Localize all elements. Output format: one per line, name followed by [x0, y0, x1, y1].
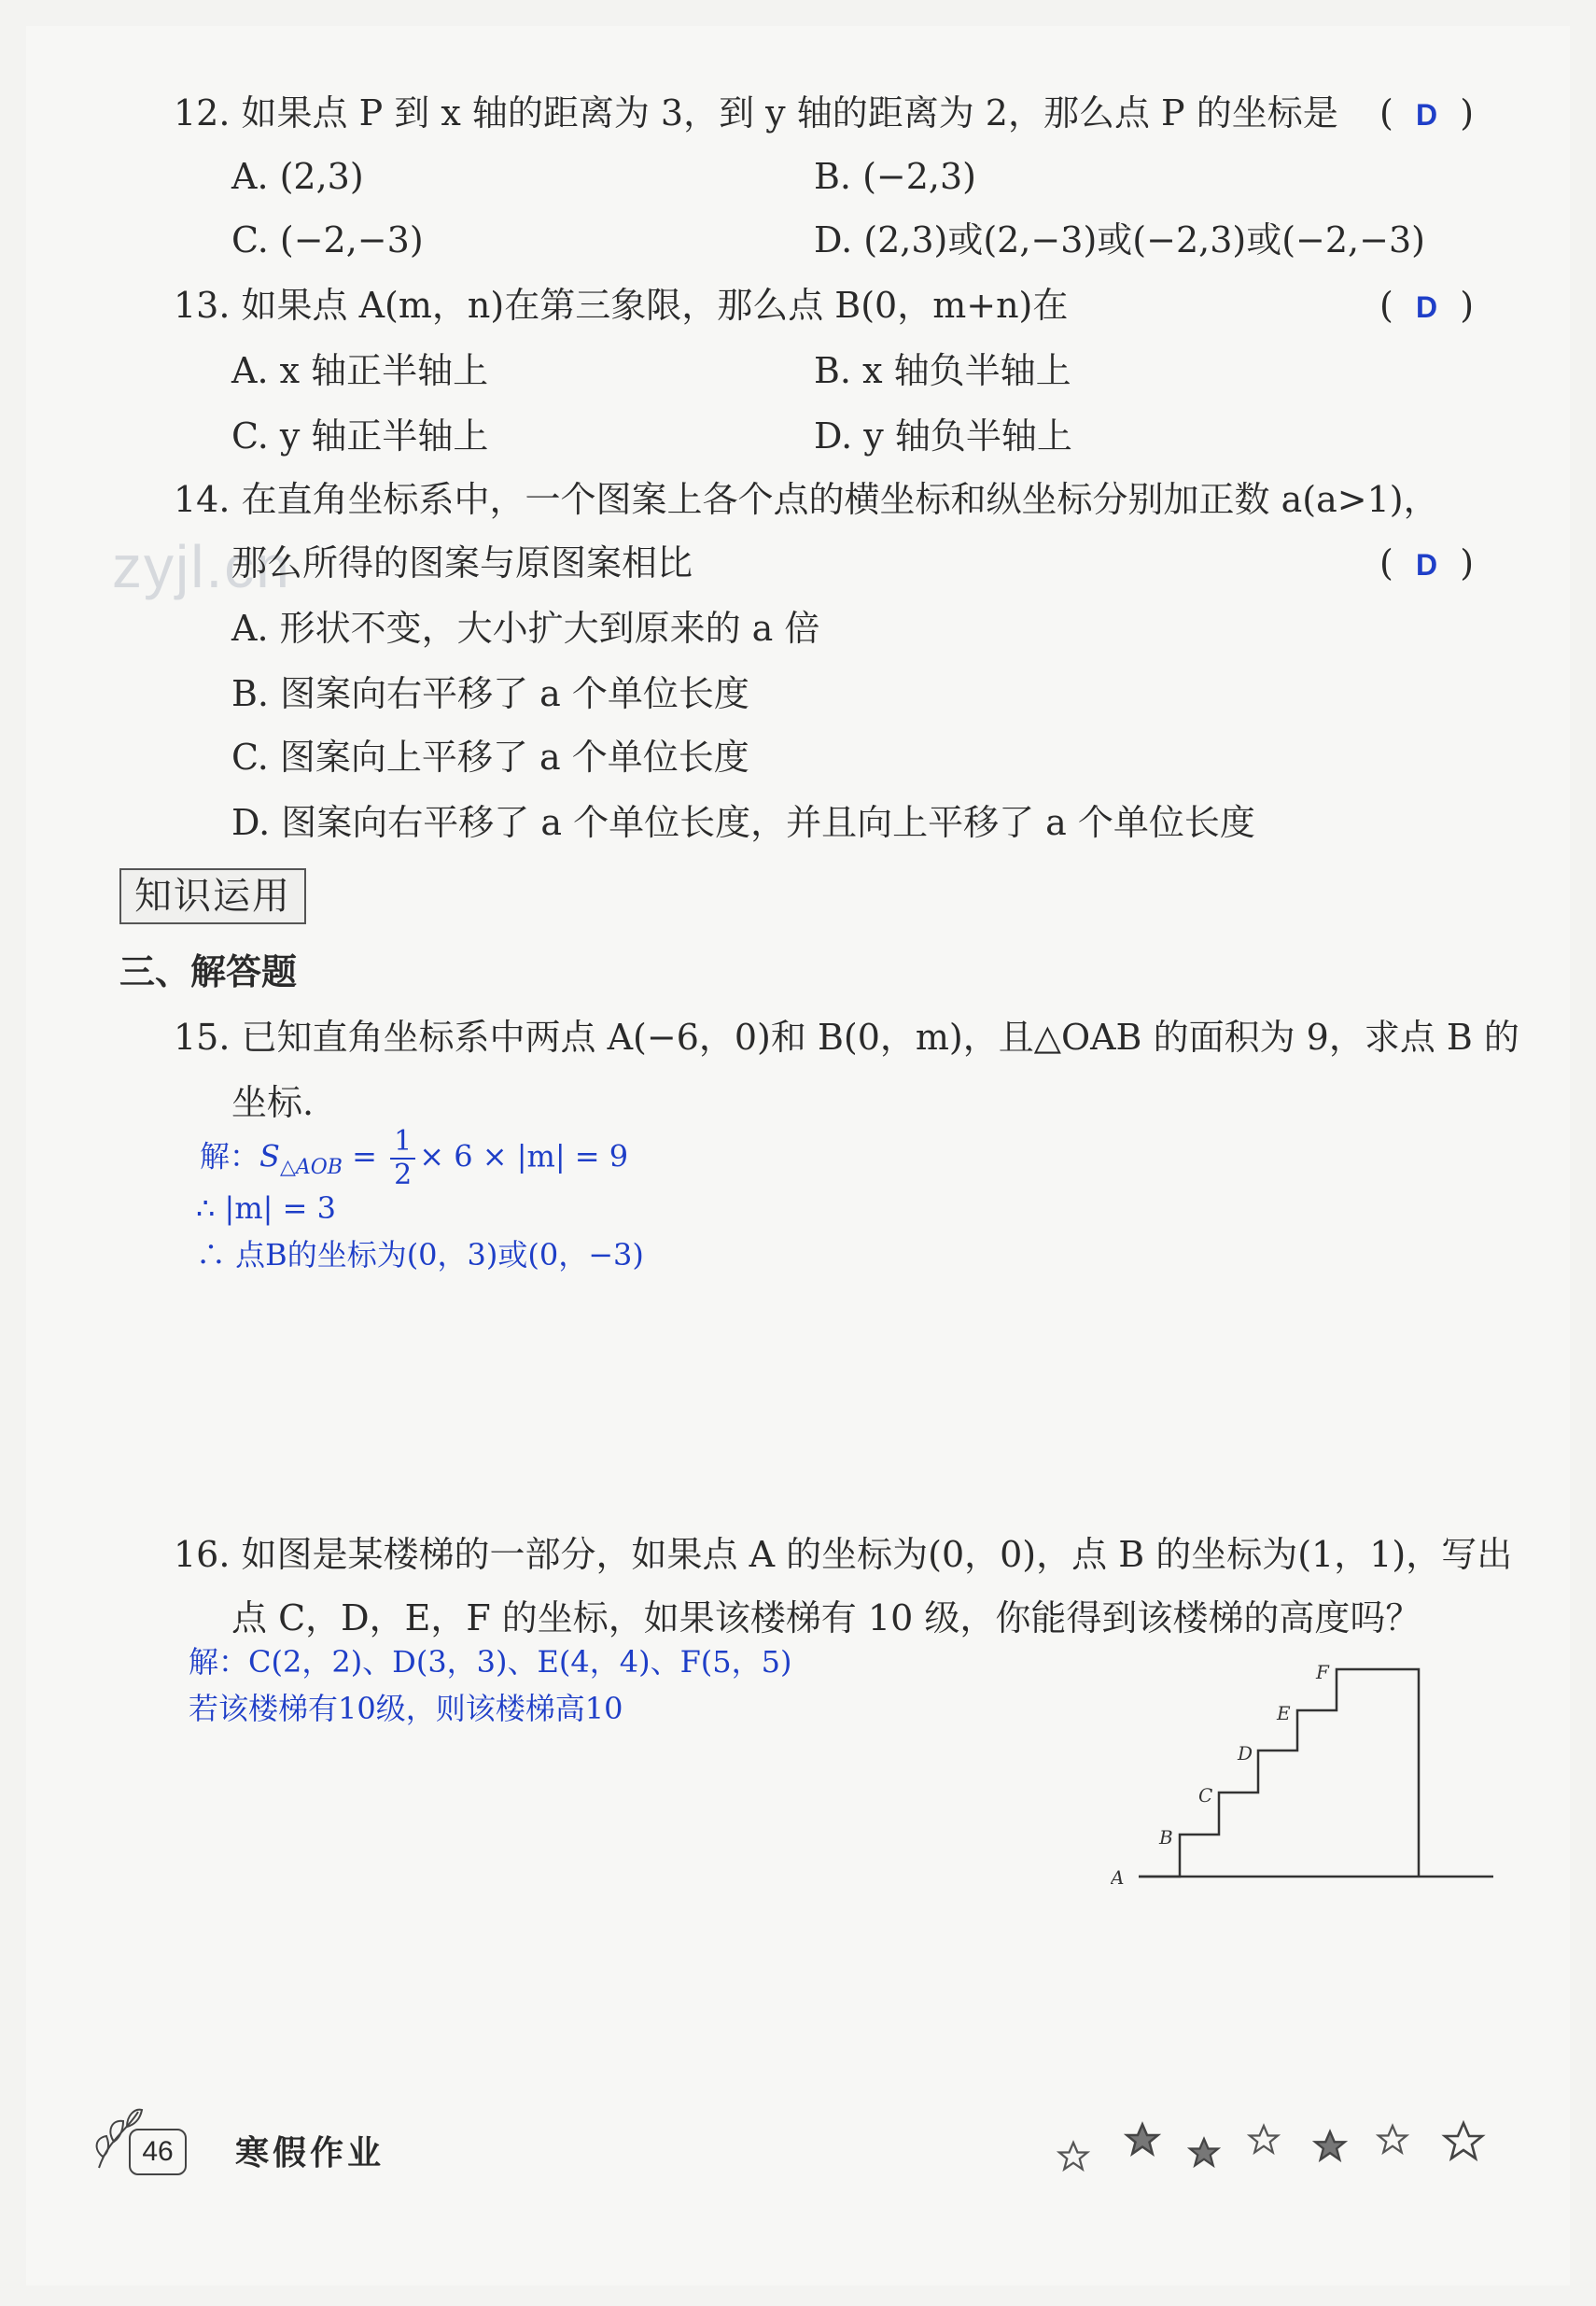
star-icon	[1057, 2140, 1090, 2173]
q16-stem-line2: 点 C，D，E，F 的坐标，如果该楼梯有 10 级，你能得到该楼梯的高度吗？	[231, 1597, 1421, 1638]
q15-sol-s: S	[259, 1138, 280, 1174]
section-label: 知识运用	[119, 868, 306, 924]
q15-solution-line2: ∴ |m| = 3	[196, 1190, 336, 1226]
q13-answer: D	[1415, 290, 1438, 324]
label-b: B	[1159, 1826, 1173, 1849]
label-c: C	[1198, 1784, 1213, 1807]
q13-stem: 13. 如果点 A(m，n)在第三象限，那么点 B(0，m+n)在	[174, 285, 1069, 326]
star-icon	[1441, 2119, 1486, 2164]
star-icon	[1187, 2136, 1221, 2170]
label-a: A	[1111, 1866, 1125, 1889]
q14-option-c: C. 图案向上平移了 a 个单位长度	[231, 737, 749, 778]
q13-option-c: C. y 轴正半轴上	[231, 415, 489, 457]
page-number: 46	[129, 2129, 187, 2175]
q12-option-b: B. (−2,3)	[814, 156, 977, 197]
q15-sol-sub: △AOB	[279, 1155, 343, 1179]
q15-sol-prefix: 解：	[200, 1138, 260, 1174]
q13-option-d: D. y 轴负半轴上	[814, 415, 1072, 457]
label-d: D	[1238, 1742, 1253, 1765]
q16-solution-line2: 若该楼梯有10级，则该楼梯高10	[189, 1691, 623, 1726]
q12-answer-bracket: ( D )	[1379, 92, 1475, 134]
footer-title: 寒假作业	[235, 2133, 385, 2172]
section-heading: 三、解答题	[119, 951, 298, 992]
q15-frac-num: 1	[390, 1126, 415, 1160]
q12-option-c: C. (−2,−3)	[231, 219, 424, 260]
q15-stem-line2: 坐标.	[231, 1082, 315, 1123]
q15-stem-line1: 15. 已知直角坐标系中两点 A(−6，0)和 B(0，m)，且△OAB 的面积为 9，求点 B 的	[174, 1017, 1519, 1058]
q14-stem-line2: 那么所得的图案与原图案相比	[231, 542, 693, 584]
star-icon	[1247, 2123, 1281, 2157]
q16-solution-line1: 解：C(2，2)、D(3，3)、E(4，4)、F(5，5)	[189, 1644, 792, 1680]
q14-option-b: B. 图案向右平移了 a 个单位长度	[231, 673, 749, 714]
q12-answer: D	[1415, 98, 1438, 132]
q13-answer-bracket: ( D )	[1379, 285, 1475, 326]
q15-solution-line1	[200, 1126, 628, 1191]
label-f: F	[1316, 1661, 1329, 1683]
staircase-figure	[1111, 1643, 1512, 1905]
q13-option-b: B. x 轴负半轴上	[814, 350, 1071, 391]
q15-sol-eq: =	[342, 1138, 387, 1174]
q15-fraction	[390, 1126, 415, 1191]
q12-option-a: A. (2,3)	[231, 156, 364, 197]
q12-stem: 12. 如果点 P 到 x 轴的距离为 3，到 y 轴的距离为 2，那么点 P 的坐标是	[174, 92, 1338, 134]
staircase-outline	[1139, 1669, 1419, 1877]
watermark: zyjl.cn	[112, 533, 291, 600]
q15-sol-rest: × 6 × |m| = 9	[419, 1138, 629, 1174]
label-e: E	[1277, 1702, 1291, 1724]
q14-option-a: A. 形状不变，大小扩大到原来的 a 倍	[231, 608, 820, 649]
q16-stem-line1: 16. 如图是某楼梯的一部分，如果点 A 的坐标为(0，0)，点 B 的坐标为(1，1)，写出	[174, 1534, 1513, 1575]
q13-option-a: A. x 轴正半轴上	[231, 350, 489, 391]
q14-answer-bracket: ( D )	[1379, 542, 1475, 584]
q12-option-d: D. (2,3)或(2,−3)或(−2,3)或(−2,−3)	[814, 219, 1425, 260]
star-icon	[1312, 2129, 1348, 2164]
q15-solution-line3: ∴ 点B的坐标为(0，3)或(0，−3)	[196, 1237, 644, 1273]
q15-frac-den: 2	[394, 1159, 413, 1191]
star-icon	[1376, 2123, 1409, 2157]
q14-option-d: D. 图案向右平移了 a 个单位长度，并且向上平移了 a 个单位长度	[231, 802, 1255, 843]
q14-answer: D	[1415, 548, 1438, 582]
star-icon	[1124, 2121, 1161, 2158]
q14-stem-line1: 14. 在直角坐标系中，一个图案上各个点的横坐标和纵坐标分别加正数 a(a>1)，	[174, 479, 1439, 520]
